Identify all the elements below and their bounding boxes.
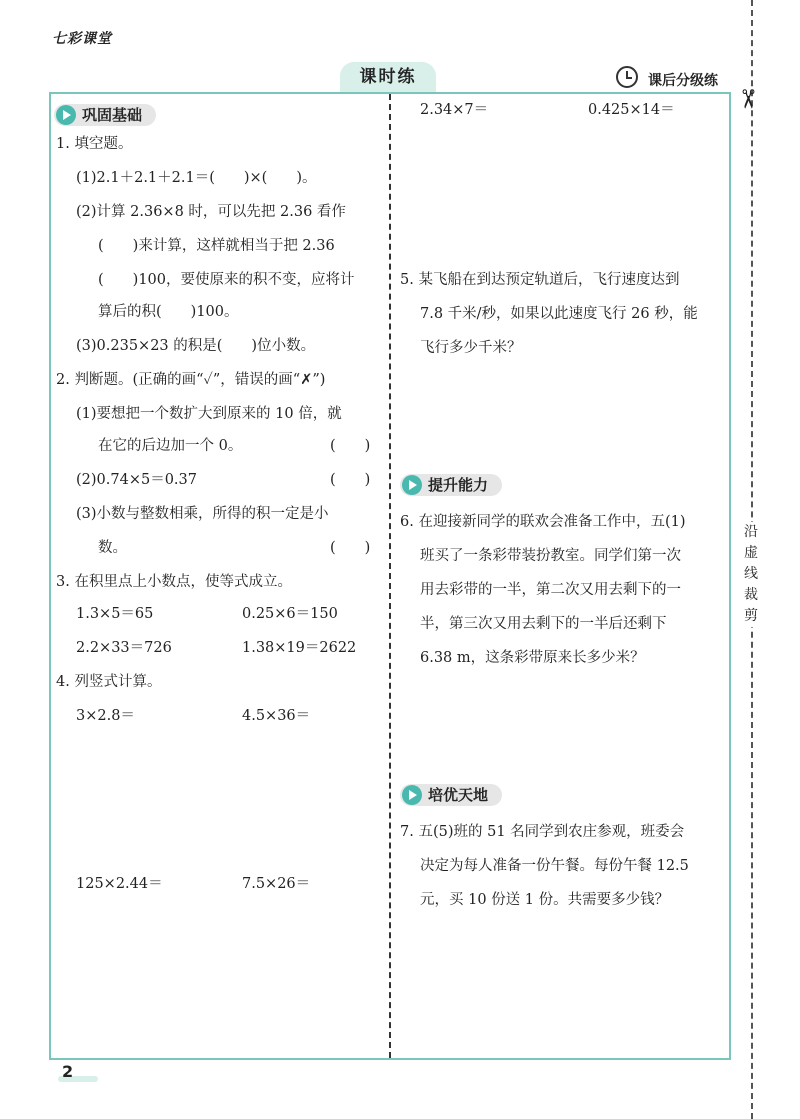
column-divider (389, 94, 391, 1058)
question-7-line-1: 7. 五(5)班的 51 名同学到农庄参观，班委会 (400, 824, 685, 840)
calc-4-f: 0.425×14＝ (588, 102, 675, 118)
question-2-3-line-2: 数。 (98, 540, 127, 556)
play-icon (56, 105, 76, 125)
page-number: 2 (62, 1062, 74, 1081)
question-2: 2. 判断题。(正确的画“✓”，错误的画“✗”) (56, 372, 326, 388)
answer-paren-2-3[interactable]: ( ) (330, 540, 371, 556)
play-icon (402, 785, 422, 805)
cut-label: 沿虚线裁剪 (740, 522, 762, 627)
calc-4-a: 3×2.8＝ (76, 708, 135, 724)
question-1-2-line-2: ( )来计算，这样就相当于把 2.36 (98, 238, 335, 254)
question-3: 3. 在积里点上小数点，使等式成立。 (56, 574, 292, 590)
question-6-line-4: 半，第三次又用去剩下的一半后还剩下 (420, 616, 667, 632)
page-title: 课时练 (340, 62, 436, 92)
question-2-1-line-2: 在它的后边加一个 0。 (98, 438, 243, 454)
section-basic-label: 巩固基础 (82, 106, 143, 124)
section-basic (54, 104, 156, 126)
brand-logo: 七彩课堂 (52, 31, 112, 47)
section-improve-label: 提升能力 (428, 476, 489, 494)
question-1-2-line-1: (2)计算 2.36×8 时，可以先把 2.36 看作 (76, 204, 346, 220)
question-7-line-3: 元，买 10 份送 1 份。共需要多少钱？ (420, 892, 670, 908)
question-6-line-5: 6.38 m，这条彩带原来长多少米？ (420, 650, 645, 666)
question-1-2-line-4: 算后的积( )100。 (98, 304, 239, 320)
question-1-1: (1)2.1＋2.1＋2.1＝( )×( )。 (76, 170, 317, 186)
clock-icon (616, 66, 638, 88)
question-2-1-line-1: (1)要想把一个数扩大到原来的 10 倍，就 (76, 406, 342, 422)
answer-paren-2-1[interactable]: ( ) (330, 438, 371, 454)
section-improve (400, 474, 502, 496)
equation-3-c: 2.2×33＝726 (76, 640, 172, 656)
question-1: 1. 填空题。 (56, 136, 133, 152)
question-6-line-1: 6. 在迎接新同学的联欢会准备工作中，五(1) (400, 514, 686, 530)
header-right-label: 课后分级练 (648, 73, 718, 89)
question-5-line-2: 7.8 千米/秒，如果以此速度飞行 26 秒，能 (420, 306, 698, 322)
question-6-line-3: 用去彩带的一半，第二次又用去剩下的一 (420, 582, 681, 598)
question-7-line-2: 决定为每人准备一份午餐。每份午餐 12.5 (420, 858, 689, 874)
question-6-line-2: 班买了一条彩带装扮教室。同学们第一次 (420, 548, 681, 564)
scissors-icon: ✂ (731, 88, 762, 110)
question-2-2: (2)0.74×5＝0.37 (76, 472, 197, 488)
calc-4-e: 2.34×7＝ (420, 102, 489, 118)
question-5-line-3: 飞行多少千米？ (420, 340, 522, 356)
equation-3-a: 1.3×5＝65 (76, 606, 154, 622)
question-5-line-1: 5. 某飞船在到达预定轨道后，飞行速度达到 (400, 272, 680, 288)
calc-4-b: 4.5×36＝ (242, 708, 311, 724)
question-2-3-line-1: (3)小数与整数相乘，所得的积一定是小 (76, 506, 329, 522)
section-excel (400, 784, 502, 806)
question-1-2-line-3: ( )100，要使原来的积不变，应将计 (98, 272, 355, 288)
question-1-3: (3)0.235×23 的积是( )位小数。 (76, 338, 316, 354)
answer-paren-2-2[interactable]: ( ) (330, 472, 371, 488)
equation-3-b: 0.25×6＝150 (242, 606, 338, 622)
question-4: 4. 列竖式计算。 (56, 674, 162, 690)
calc-4-c: 125×2.44＝ (76, 876, 163, 892)
play-icon (402, 475, 422, 495)
equation-3-d: 1.38×19＝2622 (242, 640, 357, 656)
calc-4-d: 7.5×26＝ (242, 876, 311, 892)
section-excel-label: 培优天地 (428, 786, 489, 804)
